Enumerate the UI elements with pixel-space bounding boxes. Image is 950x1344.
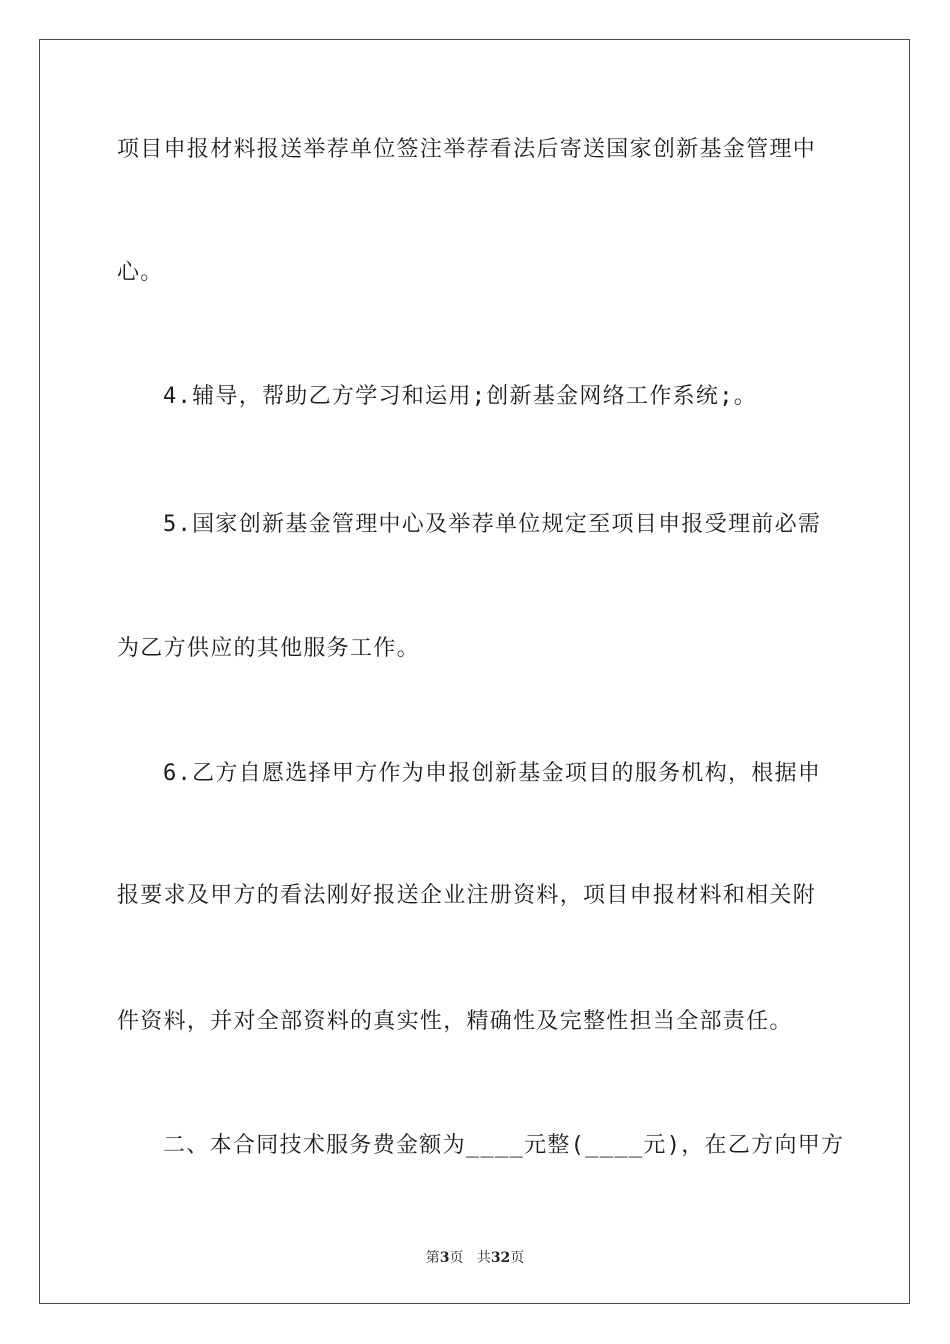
text-line-9: 二、本合同技术服务费金额为____元整(____元)，在乙方向甲方 bbox=[163, 1133, 845, 1158]
page-suffix: 页 bbox=[449, 1250, 464, 1266]
text-line-5: 为乙方供应的其他服务工作。 bbox=[117, 636, 420, 661]
text-line-8: 件资料，并对全部资料的真实性，精确性及完整性担当全部责任。 bbox=[117, 1009, 793, 1034]
total-suffix: 页 bbox=[510, 1250, 525, 1266]
text-line-3: 4.辅导，帮助乙方学习和运用;创新基金网络工作系统;。 bbox=[163, 384, 758, 409]
page-frame bbox=[39, 39, 910, 1304]
text-line-4: 5.国家创新基金管理中心及举荐单位规定至项目申报受理前必需 bbox=[163, 512, 822, 537]
text-line-1: 项目申报材料报送举荐单位签注举荐看法后寄送国家创新基金管理中 bbox=[117, 137, 817, 162]
page-total: 32 bbox=[490, 1250, 511, 1266]
text-line-2: 心。 bbox=[117, 260, 164, 285]
page-current: 3 bbox=[439, 1250, 450, 1266]
page-footer bbox=[0, 1247, 950, 1267]
page-prefix: 第 bbox=[425, 1250, 440, 1266]
text-line-6: 6.乙方自愿选择甲方作为申报创新基金项目的服务机构，根据申 bbox=[163, 761, 822, 786]
text-line-7: 报要求及甲方的看法刚好报送企业注册资料，项目申报材料和相关附 bbox=[117, 883, 817, 908]
total-prefix: 共 bbox=[476, 1250, 491, 1266]
